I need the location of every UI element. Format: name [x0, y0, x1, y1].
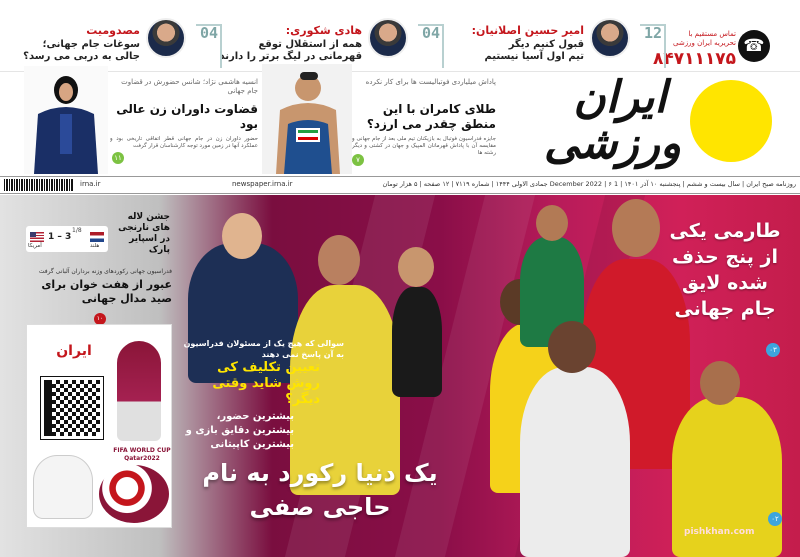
issue-info: روزنامه صبح ایران | سال بیست و ششم | پنجشنبه ۱۰ آذر ۱۴۰۱ | 1 December 2022 | ۶ جمادی الاولی ۱۴۴۴ | شماره ۷۱۱۹ | ۱۲ صفحه | ۵ هزار تومان: [382, 180, 796, 188]
referee-figure: [392, 287, 442, 397]
germany-head: [548, 321, 596, 373]
headline-taremi[interactable]: طارمی یکی از پنج حذف شده لایق جام جهانی: [669, 220, 781, 320]
teaser-shakouri[interactable]: [218, 14, 448, 70]
teaser-text: سوغات جام جهانی؛: [42, 39, 140, 50]
round-label: 1/8: [72, 227, 82, 234]
page-badge: ۰۳: [766, 343, 780, 357]
taremi-head: [612, 199, 660, 257]
avatar: [146, 18, 186, 58]
story-kamran[interactable]: [352, 78, 496, 172]
story-kicker: انسیه هاشمی نژاد؛ شانس حضورش در قضاوت جام جهانی: [121, 78, 258, 95]
page-badge: ۰۲: [768, 512, 782, 526]
page-number: 04: [421, 24, 440, 42]
trophy-icon: [117, 341, 161, 441]
site-link[interactable]: irna.ir: [80, 180, 101, 188]
weightlifting-headline[interactable]: عبور از هفت خوان برای صید مدال جهانی: [41, 278, 172, 305]
teaser-text: قبول کنیم دیگر: [508, 39, 584, 50]
ad-logo: ایران: [56, 343, 92, 359]
phone-icon: ☎: [738, 30, 770, 62]
avatar: [368, 18, 408, 58]
saudi-head: [700, 361, 740, 405]
worldcup-ad[interactable]: [26, 324, 172, 528]
teaser-text: همه از استقلال توقع: [258, 39, 362, 50]
teaser-text: قهرمانی در لیگ برتر را دارند: [219, 51, 362, 62]
football-icon: [99, 465, 169, 523]
barcode: [4, 179, 74, 191]
watermark: pishkhan.com: [684, 527, 755, 537]
score-card[interactable]: [26, 226, 108, 252]
team-a-label: آمریکا: [28, 243, 42, 249]
referee-photo: [24, 66, 108, 174]
page-badge: ۱۱: [112, 152, 124, 164]
usa-flag-icon: [30, 232, 44, 242]
story-kicker: پاداش میلیاردی فوتبالیست ها برای کار نکرده: [365, 78, 496, 86]
story-body: جایزه فدراسیون فوتبال به بازیکنان تیم ملی بعد از جام جهانی و مقایسه آن با پاداش قهرمانان المپیک و جهان در کشتی و دیگر رشته ها: [352, 136, 496, 156]
avatar: [590, 18, 630, 58]
netherlands-headline[interactable]: جشن لاله های نارنجی در اسپایر پارک: [118, 212, 170, 255]
referee-head: [398, 247, 434, 287]
netherlands-flag-icon: [90, 232, 104, 242]
worldcup-label: FIFA WORLD CUP Qatar2022: [113, 447, 171, 462]
question-title[interactable]: تعیین تکلیف کی روش شاید وقتی دیگر؟: [212, 360, 320, 407]
contact-label: تماس مستقیم با تحریریه ایران ورزشی: [673, 30, 736, 47]
qr-code-icon[interactable]: [41, 377, 103, 439]
story-body: حضور داوران زن در جام جهانی قطر اتفاقی تاریخی بود و عملکرد آنها در زمین مورد توجه کارشناسان قرار گرفت: [110, 136, 258, 149]
page-badge: ۱۰: [94, 313, 106, 325]
phone-number[interactable]: ۸۴۷۱۱۱۷۵: [652, 49, 736, 69]
main-headline[interactable]: یک دنیا رکورد به نام حاجی صفی: [202, 459, 438, 521]
teaser-text: جالی به دربی می رسد؟: [23, 51, 140, 62]
score: 1 – 3: [48, 232, 72, 242]
logo-text: ورزشی: [543, 118, 682, 169]
logo-text: ایران: [573, 72, 667, 123]
weightlifting-kicker: فدراسیون جهانی رکوردهای وزنه برداران آلبانی گرفت: [38, 268, 172, 275]
page-badge: ۷: [352, 154, 364, 166]
teaser-name: هادی شکوری:: [285, 24, 362, 37]
story-referee[interactable]: [110, 78, 258, 172]
page-number: 04: [199, 24, 218, 42]
record-stats: بیشترین حضور، بیشترین دقایق بازی و بیشترین کاپیتانی: [185, 411, 294, 450]
issue-info-bar: [0, 176, 800, 194]
teaser-name: امیر حسین اصلانیان:: [471, 24, 584, 37]
teaser-aslanian[interactable]: [440, 14, 670, 70]
teaser-text: تیم اول آسیا نیستیم: [484, 51, 584, 62]
germany-player: [520, 367, 630, 557]
team-b-label: هلند: [90, 243, 100, 249]
story-title: قضاوت داوران زن عالی بود: [116, 102, 258, 131]
newspaper-link[interactable]: newspaper.irna.ir: [232, 180, 293, 188]
player-head: [318, 235, 360, 285]
page-number: 12: [643, 24, 662, 42]
question-kicker: سوالی که هیچ یک از مسئولان فدراسیون به آن پاسخ نمی دهند: [183, 339, 344, 359]
wrestler-photo: [262, 64, 352, 174]
mascot-icon: [33, 455, 93, 519]
mexico-head: [536, 205, 568, 241]
teaser-name: مصدومیت: [86, 24, 140, 37]
teaser-injury[interactable]: [8, 14, 226, 70]
coach-head: [222, 213, 262, 259]
story-title: طلای کامران با این منطق چقدر می ارزد؟: [366, 102, 496, 131]
